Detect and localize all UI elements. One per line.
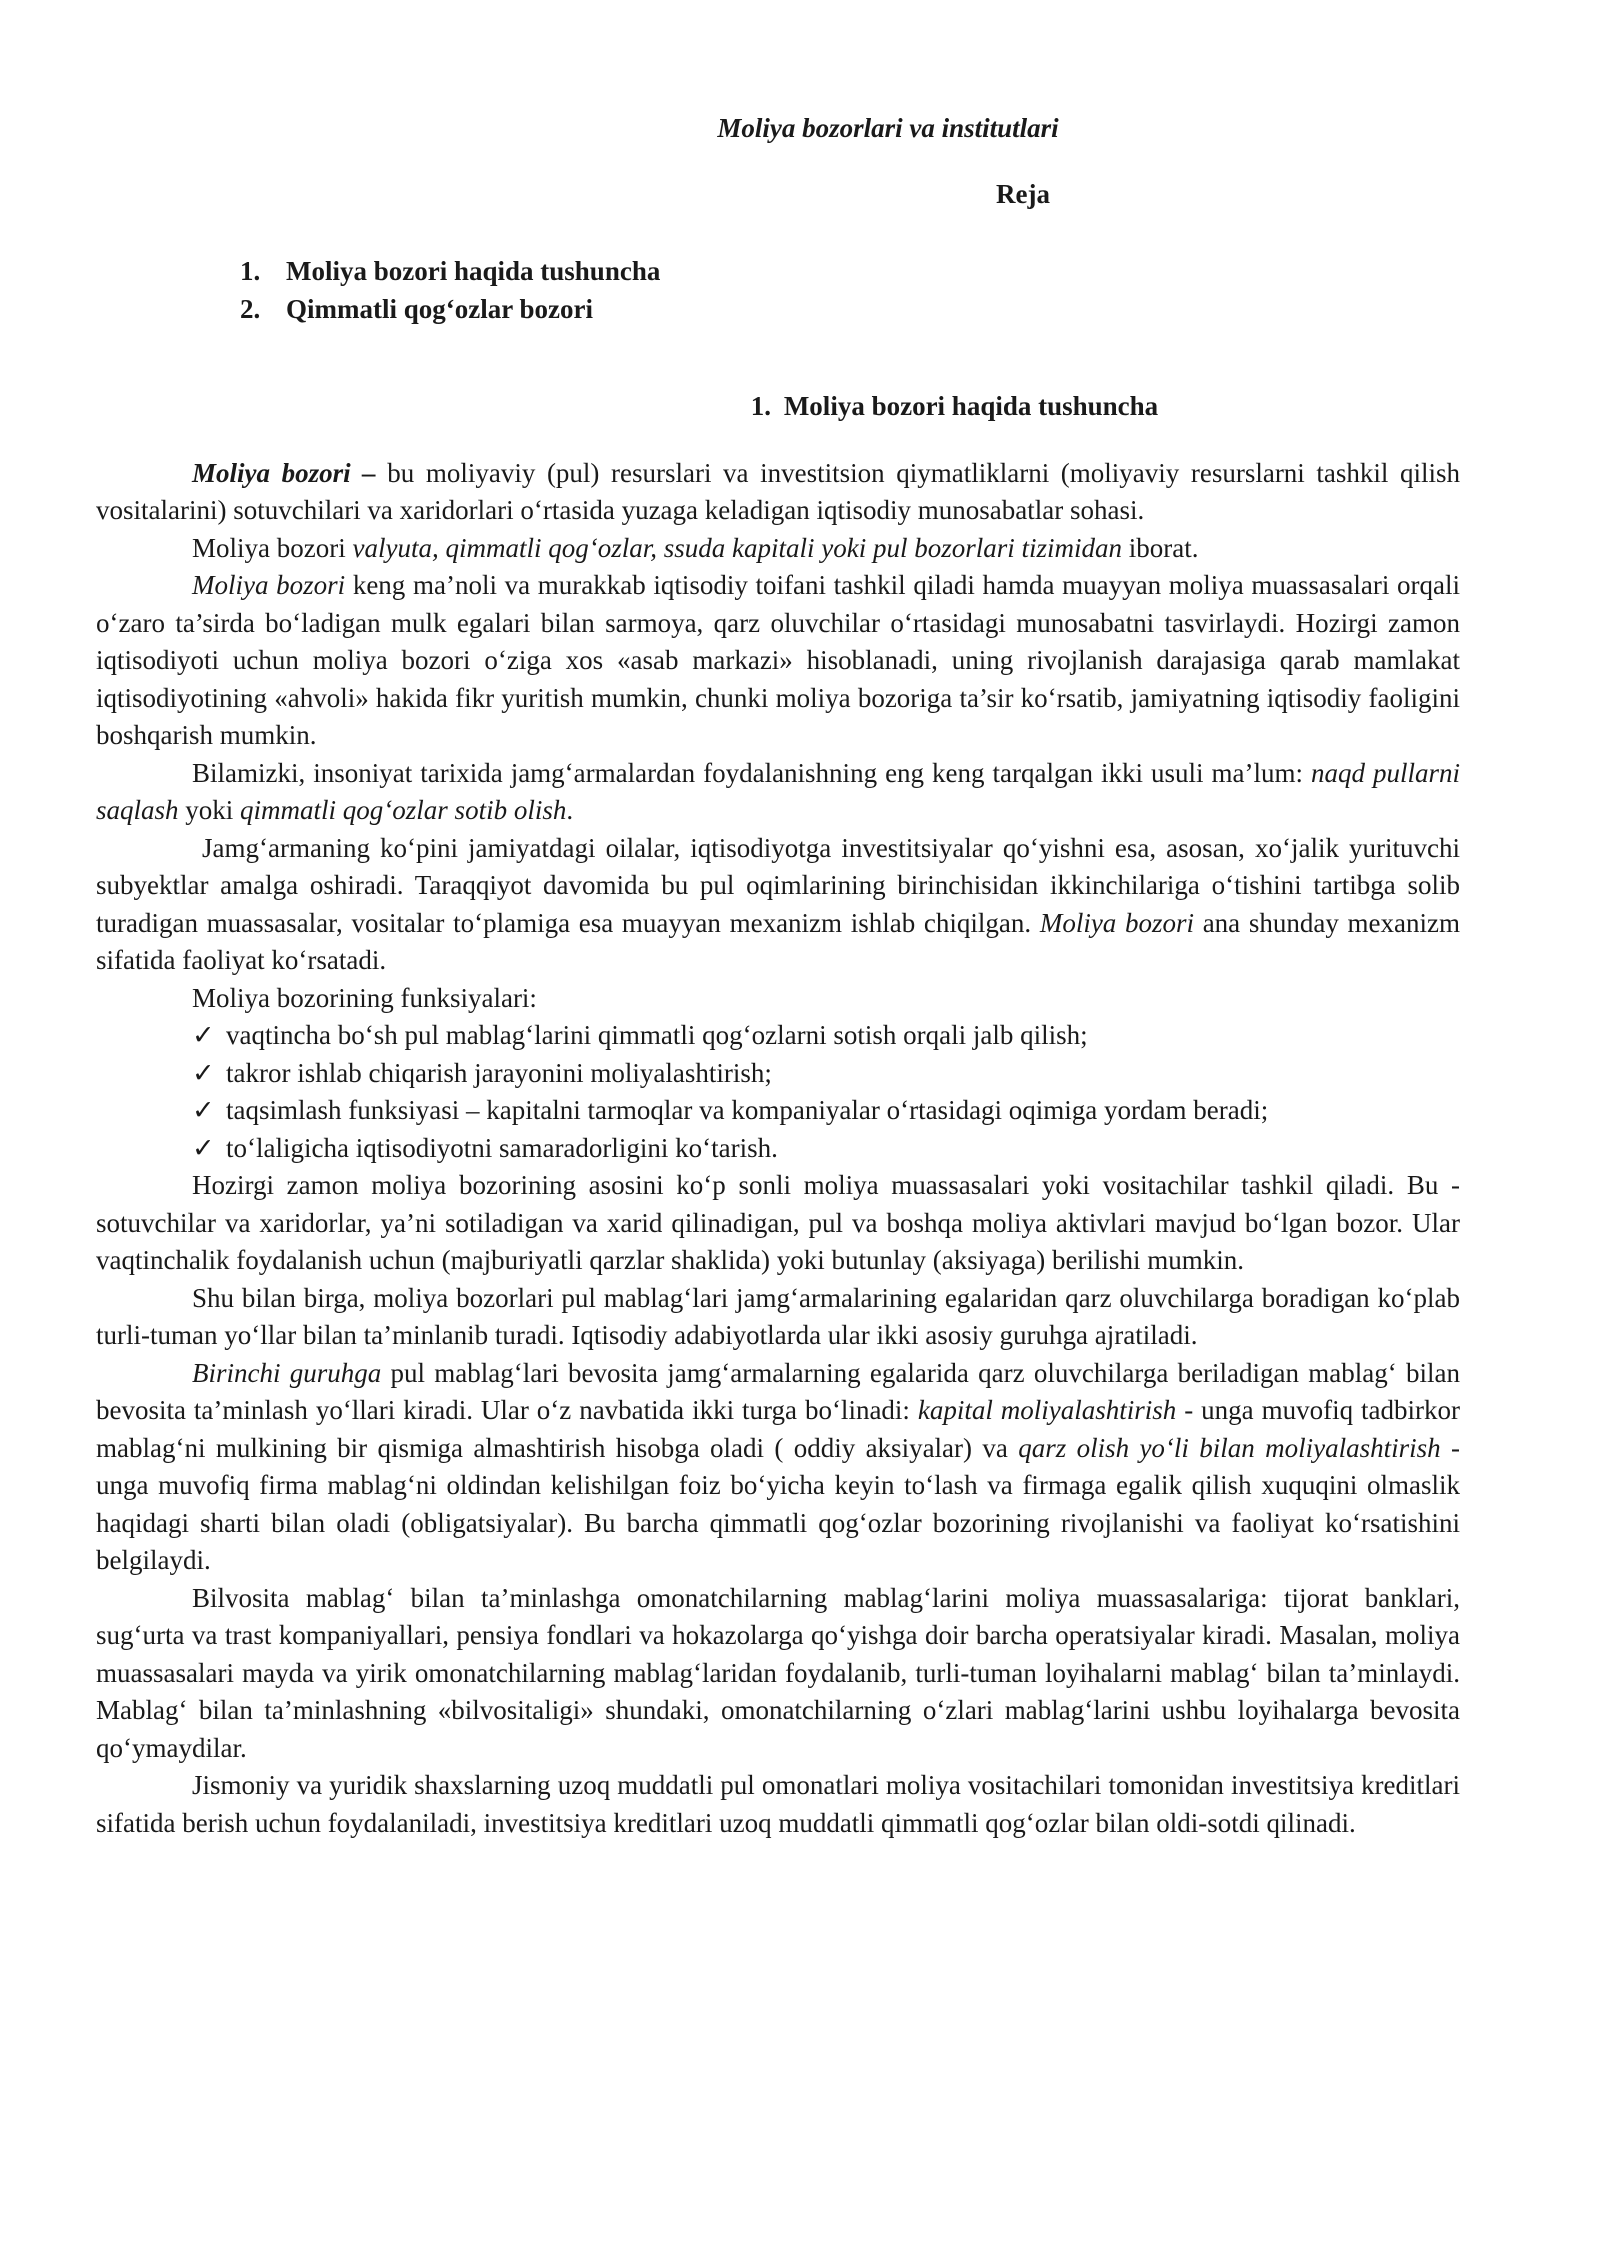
paragraph-text: iborat.: [1121, 532, 1199, 563]
paragraph-text: yoki: [178, 795, 241, 825]
paragraph-definition: [96, 455, 1460, 530]
emphasis-text: qimmatli qog‘ozlar sotib olish: [240, 795, 567, 825]
function-text: taqsimlash funksiyasi – kapitalni tarmoqlar va kompaniyalar o‘rtasidagi oqimiga yordam beradi;: [226, 1095, 1269, 1125]
paragraph-mechanism: [96, 830, 1460, 980]
paragraph-indirect-financing: Bilvosita mablag‘ bilan ta’minlashga omonatchilarning mablag‘larini moliya muassasalariga: tijorat banklari, sug‘urta va trast kompaniyallari, pensiya fondlari va hokazolarga qo‘yishga doir barcha operatsiyalar kiradi. Masalan, moliya muassasalari mayda va yirik omonatchilarning mablag‘laridan foydalanib, turli-tuman loyihalarni mablag‘ bilan ta’minlaydi. Mablag‘ bilan ta’minlashning «bilvositaligi» shundaki, omonatchilarning o‘zlari mablag‘larini ushbu loyihalarga bevosita qo‘ymaydilar.: [96, 1582, 1460, 1763]
emphasis-text: naqd pullarni saqlash: [96, 757, 1460, 825]
section-number: 1.: [750, 391, 771, 421]
paragraph-text: Moliya bozori: [192, 532, 353, 563]
function-list-item: [96, 1055, 1460, 1093]
paragraph-text: keng ma’noli va murakkab iqtisodiy toifani tashkil qiladi hamda muayyan moliya muassasalari orqali o‘zaro ta’sirda bo‘ladigan mulk egalari bilan sarmoya, qarz oluvchilar o‘rtasidagi munosabatni tasvirlaydi. Hozirgi zamon iqtisodiyoti uchun moliya bozori o‘ziga xos «asab markazi» hisoblanadi, uning rivojlanish darajasiga qarab mamlakat iqtisodiyotining «ahvoli» hakida fikr yuritish mumkin, chunki moliya bozoriga ta’sir ko‘rsatib, jamiyatning iqtisodiy faoligini boshqarish mumkin.: [96, 570, 1460, 750]
plan-item-text: Qimmatli qog‘ozlar bozori: [286, 293, 593, 324]
document-title: Moliya bozorlari va institutlari: [717, 113, 1059, 143]
paragraph-text: Bilamizki, insoniyat tarixida jamg‘armalardan foydalanishning eng keng tarqalgan ikki usuli ma’lum:: [192, 757, 1311, 788]
paragraph-text: ana shunday mexanizm sifatida faoliyat ko‘rsatadi.: [96, 907, 1460, 975]
function-list-item: [96, 1017, 1460, 1055]
paragraph-functions-intro: Moliya bozorining funksiyalari:: [192, 982, 537, 1013]
paragraph-text: Jamg‘armaning ko‘pini jamiyatdagi oilalar, iqtisodiyotga investitsiyalar qo‘yishni esa, asosan, xo‘jalik yurituvchi subyektlar amalga oshiradi. Taraqqiyot davomida bu pul oqimlarining birinchisidan ikkinchilariga o‘tishini tartibga solib turadigan muassasalar, vositalar to‘plamiga esa muayyan mexanizm ishlab chiqilgan.: [96, 832, 1460, 938]
paragraph-text: - unga muvofiq tadbirkor mablag‘ni mulkining bir qismiga almashtirish hisobga oladi ( oddiy aksiyalar) va: [96, 1395, 1460, 1463]
checkmark-icon: ✓: [192, 1057, 215, 1088]
checkmark-icon: ✓: [192, 1095, 215, 1125]
function-text: to‘laligicha iqtisodiyotni samaradorligini ko‘tarish.: [226, 1132, 778, 1163]
checkmark-icon: ✓: [192, 1020, 215, 1050]
emphasis-text: Moliya bozori: [1039, 907, 1195, 938]
plan-heading: Reja: [996, 178, 1050, 209]
plan-list: [240, 253, 1460, 328]
function-text: takror ishlab chiqarish jarayonini moliyalashtirish;: [226, 1057, 772, 1088]
emphasis-text: valyuta, qimmatli qog‘ozlar, ssuda kapitali yoki pul bozorlari tizimidan: [352, 532, 1122, 563]
paragraph-text: .: [566, 795, 574, 825]
function-list-item: [96, 1092, 1460, 1130]
section-heading: [436, 388, 1460, 426]
emphasis-text: Moliya bozori: [192, 570, 346, 600]
paragraph-text: pul mablag‘lari bevosita jamg‘armalarning egalarida qarz oluvchilarga beriladigan mablag‘ bilan bevosita ta’minlash yo‘llari kiradi. Ular o‘z navbatida ikki turga bo‘linadi:: [96, 1357, 1460, 1425]
emphasis-text: kapital moliyalashtirish: [917, 1395, 1177, 1425]
function-list-item: [96, 1130, 1460, 1168]
emphasis-text: qarz olish yo‘li bilan moliyalashtirish: [1018, 1432, 1441, 1463]
paragraph-text: bu moliyaviy (pul) resurslari va investitsion qiymatliklarni (moliyaviy resurslarni tashkil qilish vositalarini) sotuvchilari va xaridorlari o‘rtasida yuzaga keladigan iqtisodiy munosabatlar sohasi.: [96, 457, 1460, 525]
paragraph-long-term-deposits: Jismoniy va yuridik shaxslarning uzoq muddatli pul omonatlari moliya vositachilari tomonidan investitsiya kreditlari sifatida berish uchun foydalaniladi, investitsiya kreditlari uzoq muddatli qimmatli qog‘ozlar bilan oldi-sotdi qilinadi.: [96, 1770, 1460, 1838]
section-title: Moliya bozori haqida tushuncha: [783, 391, 1159, 421]
paragraph-category: [96, 567, 1460, 755]
paragraph-channels: Shu bilan birga, moliya bozorlari pul mablag‘lari jamg‘armalarining egalaridan qarz oluvchilarga boradigan ko‘plab turli-tuman yo‘llar bilan ta’minlanib turadi. Iqtisodiy adabiyotlarda ular ikki asosiy guruhga ajratiladi.: [96, 1282, 1460, 1350]
plan-item: [240, 291, 1460, 329]
paragraph-savings-methods: [96, 755, 1460, 830]
paragraph-modern-market: Hozirgi zamon moliya bozorining asosini ko‘p sonli moliya muassasalari yoki vositachilar tashkil qiladi. Bu - sotuvchilar va xaridorlar, ya’ni sotiladigan va xarid qilinadigan, pul va boshqa moliya aktivlari mavjud bo‘lgan bozor. Ular vaqtinchalik foydalanish uchun (majburiyatli qarzlar shaklida) yoki butunlay (aksiyaga) berilishi mumkin.: [96, 1170, 1460, 1275]
checkmark-icon: ✓: [192, 1132, 215, 1163]
emphasis-text: Birinchi guruhga: [192, 1357, 382, 1388]
paragraph-composition: [96, 530, 1460, 568]
plan-item-number: 2.: [240, 293, 261, 324]
plan-item-text: Moliya bozori haqida tushuncha: [286, 256, 661, 286]
paragraph-text: - unga muvofiq firma mablag‘ni oldindan kelishilgan foiz bo‘yicha keyin to‘lash va firmaga egalik qilish xuquqini olmaslik haqidagi sharti bilan oladi (obligatsiyalar). Bu barcha qimmatli qog‘ozlar bozorining rivojlanishi va faoliyat ko‘rsatishini belgilaydi.: [96, 1432, 1460, 1575]
paragraph-first-group: [96, 1355, 1460, 1580]
plan-item-number: 1.: [240, 256, 261, 286]
plan-item: [240, 253, 1460, 291]
function-text: vaqtincha bo‘sh pul mablag‘larini qimmatli qog‘ozlarni sotish orqali jalb qilish;: [226, 1020, 1088, 1050]
defined-term: Moliya bozori –: [192, 457, 376, 488]
